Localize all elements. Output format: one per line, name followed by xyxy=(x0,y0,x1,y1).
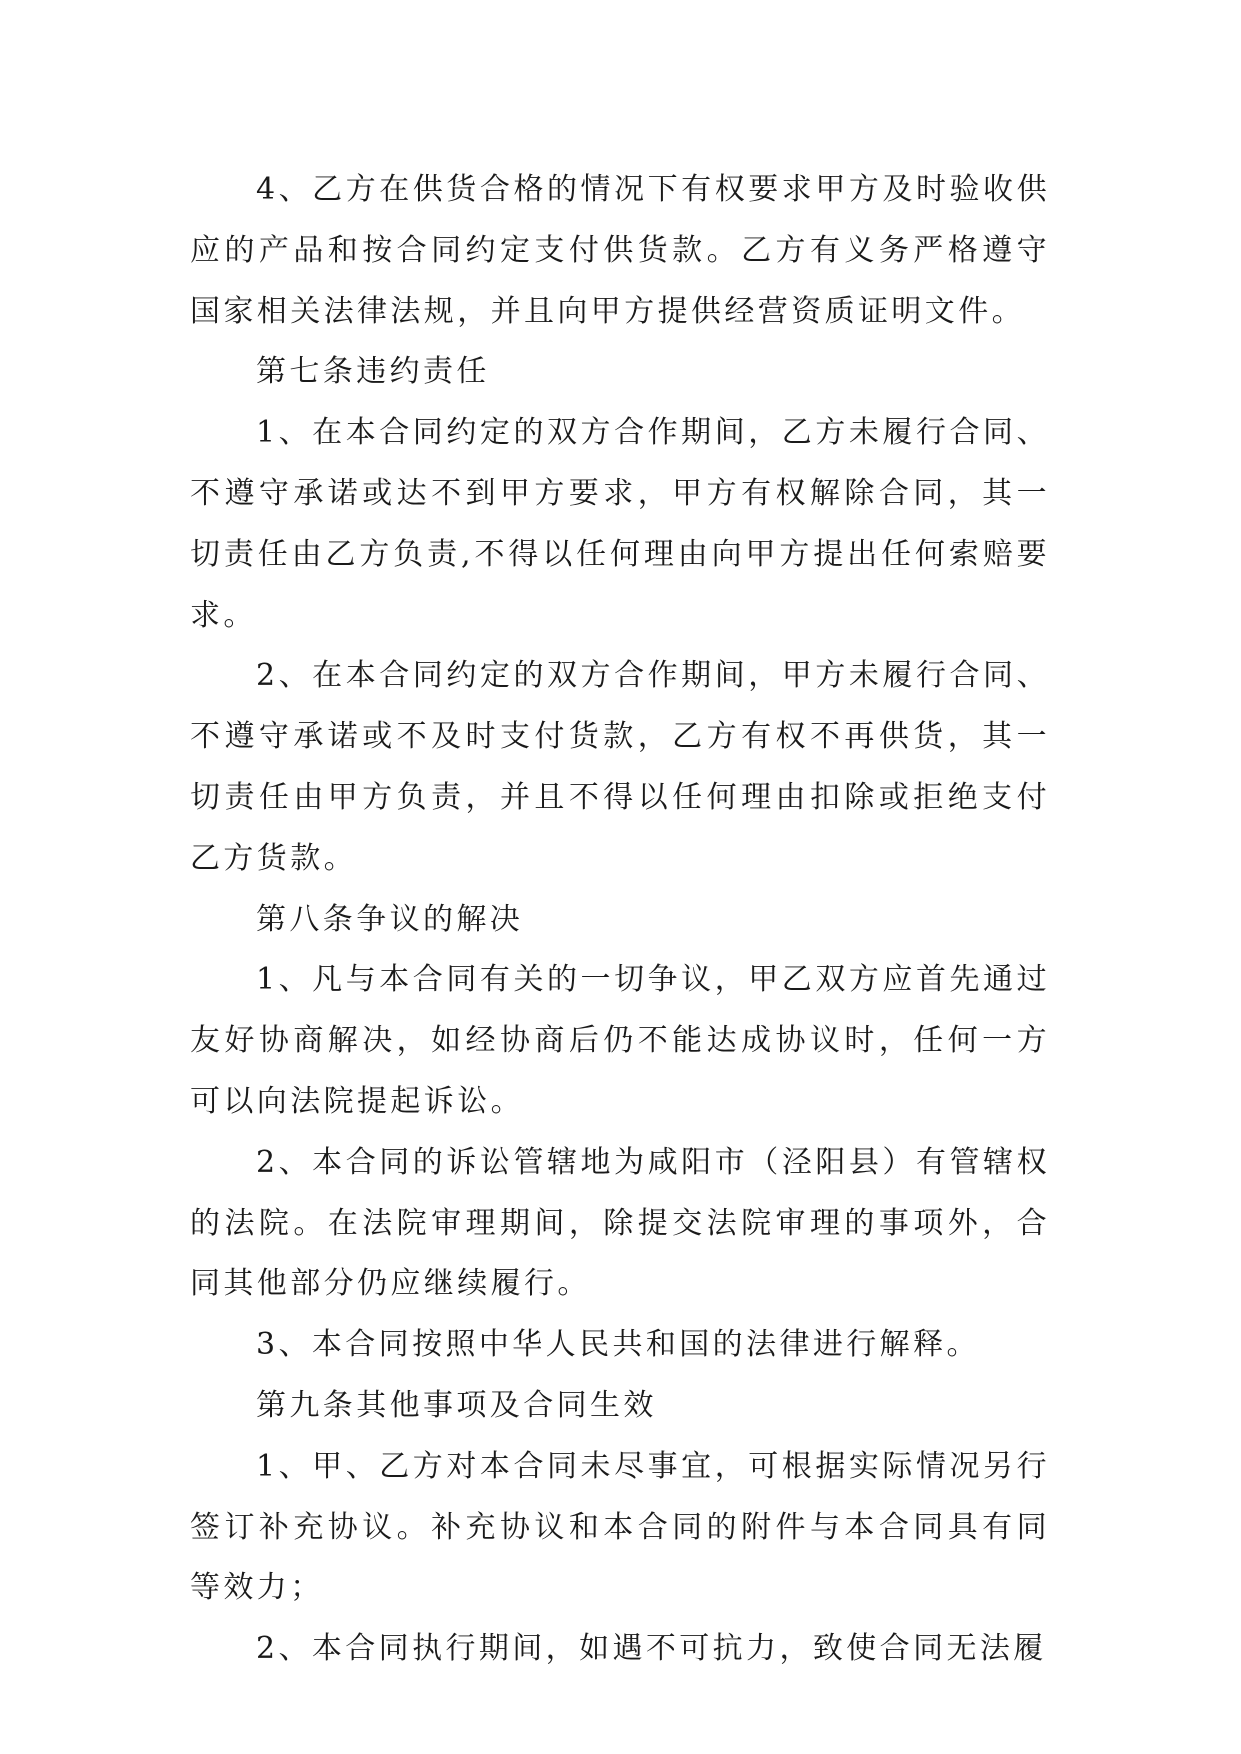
paragraph-8-2: 2、本合同的诉讼管辖地为咸阳市（泾阳县）有管辖权的法院。在法院审理期间，除提交法院审理的事项外，合同其他部分仍应继续履行。 xyxy=(190,1144,1050,1302)
paragraph-8-3: 3、本合同按照中华人民共和国的法律进行解释。 xyxy=(256,1327,980,1363)
heading-article-9: 第九条其他事项及合同生效 xyxy=(256,1387,657,1423)
document-body xyxy=(190,160,1050,1680)
heading-article-7: 第七条违约责任 xyxy=(256,354,490,390)
paragraph-7-1: 1、在本合同约定的双方合作期间，乙方未履行合同、不遵守承诺或达不到甲方要求，甲方有权解除合同，其一切责任由乙方负责,不得以任何理由向甲方提出任何索赔要求。 xyxy=(190,415,1050,633)
paragraph-7-2: 2、在本合同约定的双方合作期间，甲方未履行合同、不遵守承诺或不及时支付货款，乙方有权不再供货，其一切责任由甲方负责，并且不得以任何理由扣除或拒绝支付乙方货款。 xyxy=(190,658,1050,876)
paragraph-8-1: 1、凡与本合同有关的一切争议，甲乙双方应首先通过友好协商解决，如经协商后仍不能达成协议时，任何一方可以向法院提起诉讼。 xyxy=(190,962,1050,1119)
paragraph-9-2: 2、本合同执行期间，如遇不可抗力，致使合同无法履 xyxy=(256,1631,1047,1667)
paragraph-9-1: 1、甲、乙方对本合同未尽事宜，可根据实际情况另行签订补充协议。补充协议和本合同的附件与本合同具有同等效力； xyxy=(190,1448,1050,1606)
paragraph-supplier-rights: 4、乙方在供货合格的情况下有权要求甲方及时验收供应的产品和按合同约定支付供货款。乙方有义务严格遵守国家相关法律法规，并且向甲方提供经营资质证明文件。 xyxy=(190,172,1050,329)
heading-article-8: 第八条争议的解决 xyxy=(256,901,524,937)
